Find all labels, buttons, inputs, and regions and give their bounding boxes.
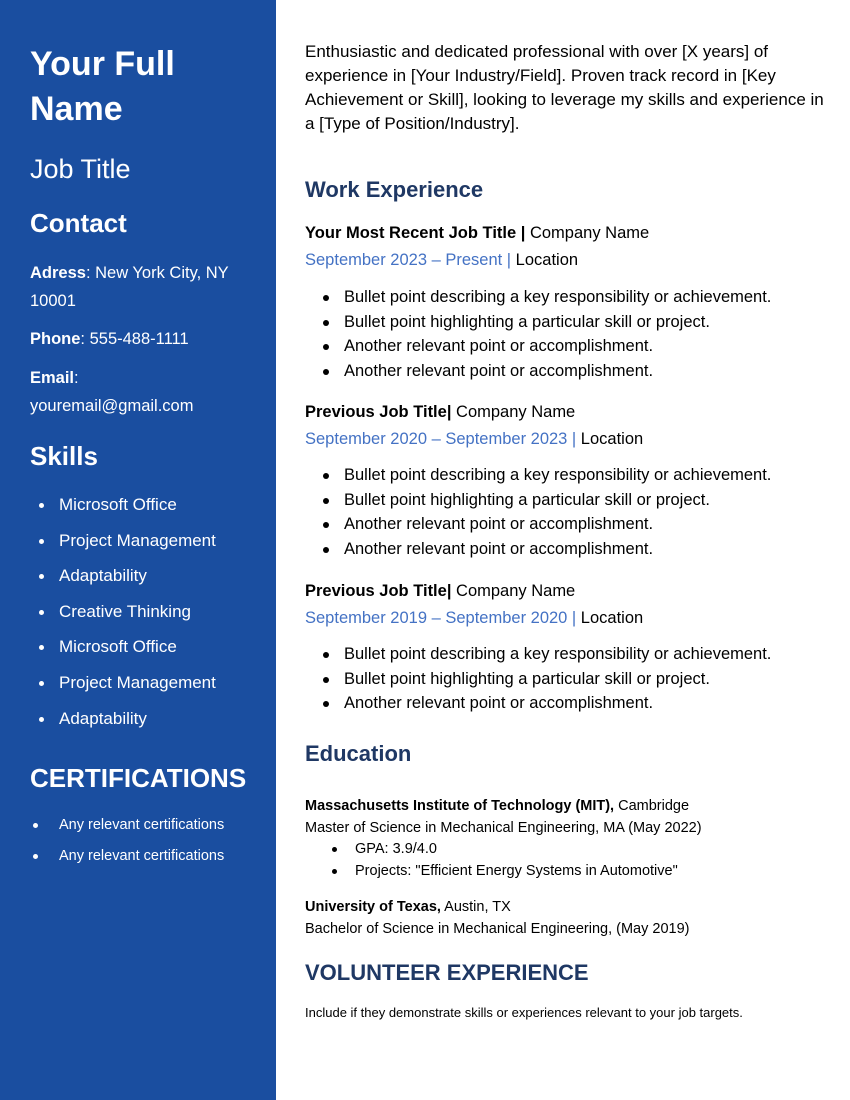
education-school-line bbox=[305, 796, 689, 816]
job-company: Company Name bbox=[451, 403, 576, 421]
job-bullet: Bullet point describing a key responsibility or achievement. bbox=[305, 463, 830, 488]
education-bullet: Projects: "Efficient Energy Systems in Automotive" bbox=[305, 861, 678, 883]
job-bullet: Bullet point describing a key responsibility or achievement. bbox=[305, 285, 830, 310]
job-dates: September 2019 – September 2020 | bbox=[305, 609, 577, 627]
skill-item: Adaptability bbox=[30, 701, 270, 737]
full-name: Your Full Name bbox=[30, 45, 175, 128]
job-company: Company Name bbox=[525, 224, 650, 242]
education-degree: Master of Science in Mechanical Engineering, MA (May 2022) bbox=[305, 820, 702, 836]
skill-item: Adaptability bbox=[30, 558, 270, 594]
skill-item: Microsoft Office bbox=[30, 487, 270, 523]
skill-item: Project Management bbox=[30, 523, 270, 559]
certification-item: Any relevant certifications bbox=[30, 812, 270, 843]
job-title: Job Title bbox=[30, 154, 131, 184]
certifications-list bbox=[30, 812, 270, 873]
job-bullet: Bullet point highlighting a particular skill or project. bbox=[305, 310, 830, 335]
sidebar bbox=[0, 0, 276, 1100]
job-title-line bbox=[305, 400, 575, 424]
job-bullet: Bullet point describing a key responsibility or achievement. bbox=[305, 642, 830, 667]
job-title-line bbox=[305, 221, 649, 245]
phone-value: : 555-488-1111 bbox=[80, 330, 189, 348]
email-value: youremail@gmail.com bbox=[30, 397, 194, 415]
job-bullets bbox=[305, 285, 830, 384]
volunteer-text: Include if they demonstrate skills or experiences relevant to your job targets. bbox=[305, 1005, 743, 1020]
job-bullet: Another relevant point or accomplishment. bbox=[305, 691, 830, 716]
education-place: Cambridge bbox=[614, 798, 690, 814]
volunteer-heading: VOLUNTEER EXPERIENCE bbox=[305, 960, 589, 985]
education-school: Massachusetts Institute of Technology (MIT), bbox=[305, 798, 615, 814]
job-location: Location bbox=[511, 251, 579, 269]
job-dates: September 2020 – September 2023 | bbox=[305, 430, 577, 448]
education-school: University of Texas, bbox=[305, 899, 441, 915]
job-bullet: Bullet point highlighting a particular skill or project. bbox=[305, 667, 830, 692]
skill-item: Microsoft Office bbox=[30, 629, 270, 665]
summary-paragraph: Enthusiastic and dedicated professional with over [X years] of experience in [Your Industry/Field]. Proven track record in [Key Achievement or Skill], looking to leverage my skills and experience in a [Type of Position/Industry]. bbox=[305, 42, 824, 133]
job-date-line bbox=[305, 248, 578, 272]
education-place: Austin, TX bbox=[440, 899, 511, 915]
education-school-line bbox=[305, 897, 511, 917]
job-bullet: Another relevant point or accomplishment. bbox=[305, 537, 830, 562]
contact-heading: Contact bbox=[30, 208, 127, 238]
job-bullet: Another relevant point or accomplishment. bbox=[305, 359, 830, 384]
job-location: Location bbox=[576, 609, 644, 627]
phone-label: Phone bbox=[30, 330, 81, 348]
email-label: Email bbox=[30, 369, 75, 387]
job-position: Your Most Recent Job Title | bbox=[305, 224, 526, 242]
job-date-line bbox=[305, 427, 643, 451]
skills-heading: Skills bbox=[30, 441, 98, 471]
education-degree: Bachelor of Science in Mechanical Engineering, (May 2019) bbox=[305, 921, 690, 937]
job-date-line bbox=[305, 606, 643, 630]
skills-list bbox=[30, 487, 270, 736]
email-separator: : bbox=[74, 369, 79, 387]
education-bullet: GPA: 3.9/4.0 bbox=[305, 839, 678, 861]
job-bullet: Bullet point highlighting a particular skill or project. bbox=[305, 488, 830, 513]
work-experience-heading: Work Experience bbox=[305, 177, 484, 202]
job-position: Previous Job Title| bbox=[305, 582, 452, 600]
job-title-line bbox=[305, 579, 575, 603]
job-location: Location bbox=[576, 430, 644, 448]
job-bullets bbox=[305, 642, 830, 716]
certifications-heading: CERTIFICATIONS bbox=[30, 763, 247, 793]
phone-line bbox=[30, 325, 260, 353]
education-bullets bbox=[305, 839, 678, 883]
job-bullets bbox=[305, 463, 830, 562]
job-position: Previous Job Title| bbox=[305, 403, 452, 421]
skill-item: Project Management bbox=[30, 665, 270, 701]
skill-item: Creative Thinking bbox=[30, 594, 270, 630]
address-value: : New York City, NY 10001 bbox=[30, 264, 229, 310]
job-bullet: Another relevant point or accomplishment. bbox=[305, 334, 830, 359]
main-content bbox=[305, 0, 830, 1100]
certification-item: Any relevant certifications bbox=[30, 843, 270, 874]
job-dates: September 2023 – Present | bbox=[305, 251, 512, 269]
address-line bbox=[30, 259, 260, 315]
education-heading: Education bbox=[305, 741, 412, 766]
job-bullet: Another relevant point or accomplishment. bbox=[305, 512, 830, 537]
email-line bbox=[30, 364, 260, 420]
job-company: Company Name bbox=[451, 582, 576, 600]
address-label: Adress bbox=[30, 264, 86, 282]
